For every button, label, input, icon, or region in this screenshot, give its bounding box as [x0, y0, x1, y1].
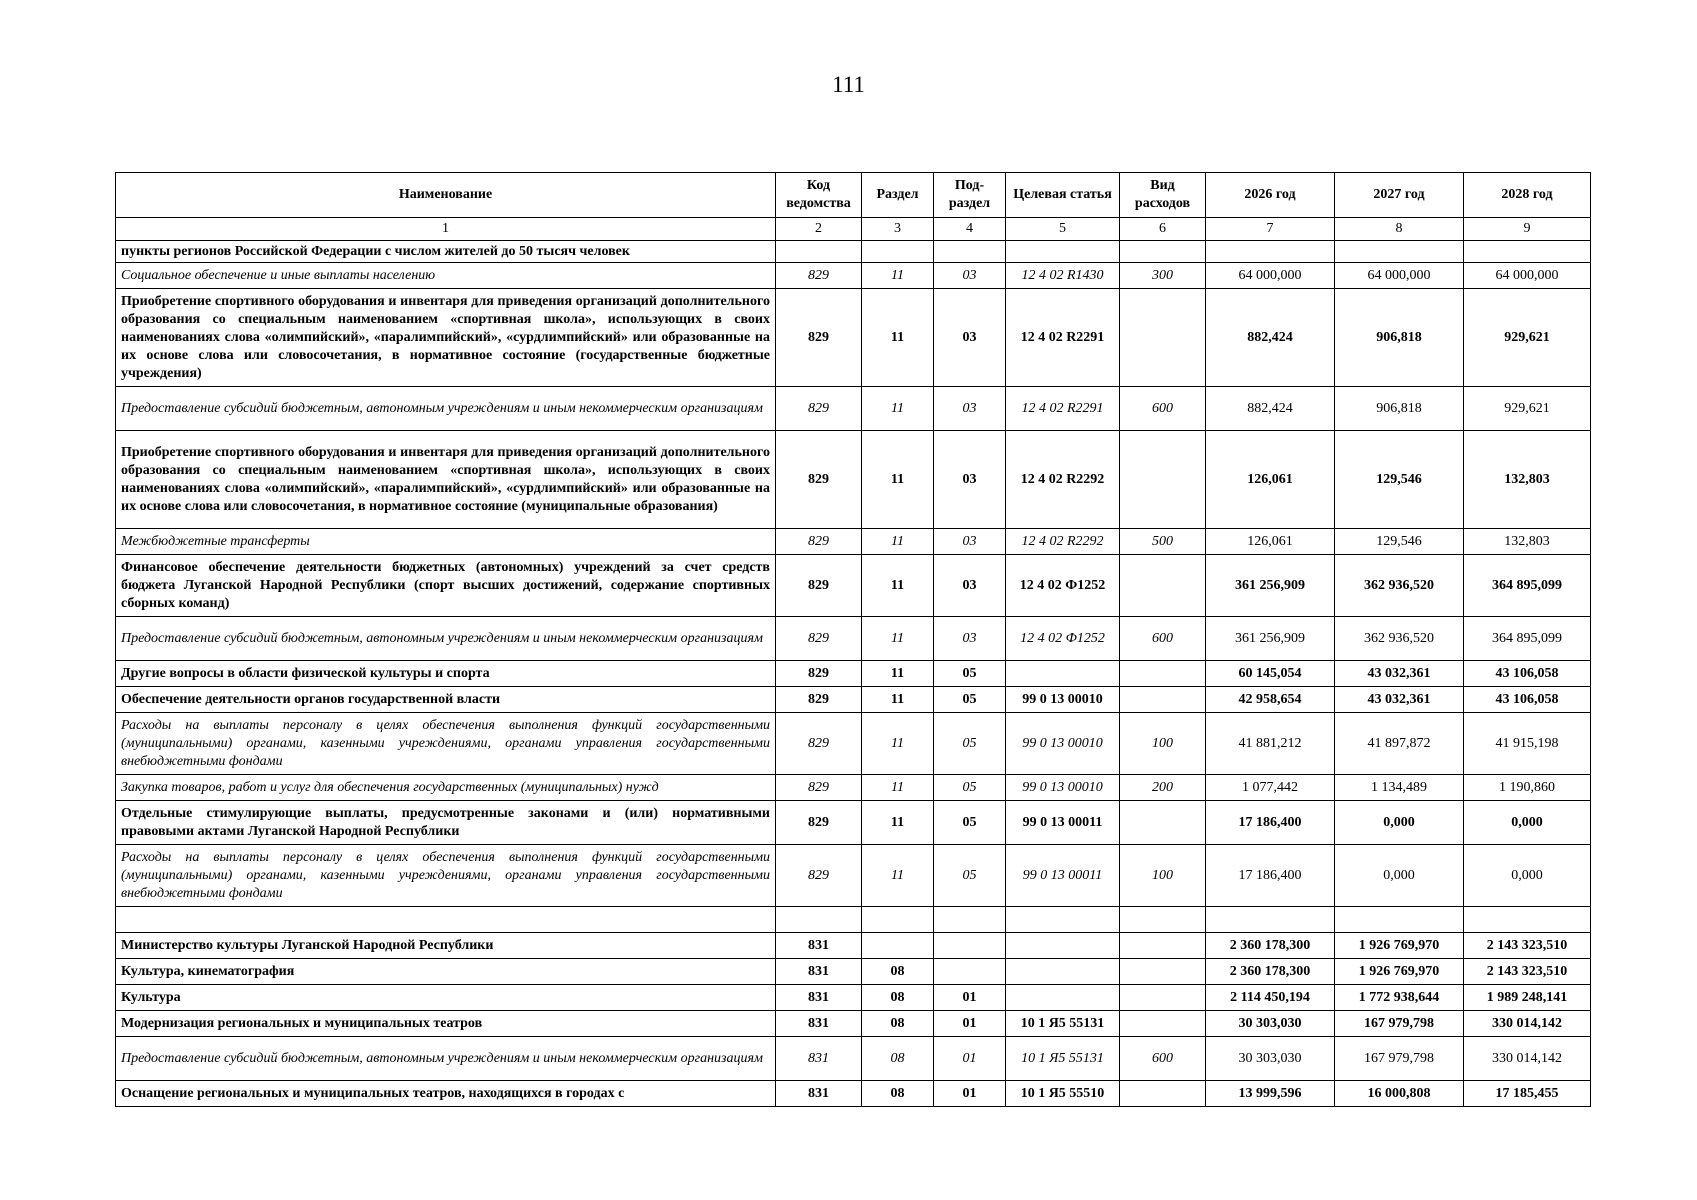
header-name: Наименование: [116, 173, 776, 218]
table-body: [116, 241, 1591, 1107]
row-razdel: 11: [862, 775, 934, 801]
row-vid: 500: [1120, 529, 1206, 555]
row-razdel: 08: [862, 1081, 934, 1107]
header-code: Код ведомства: [776, 173, 862, 218]
row-vid: [1120, 959, 1206, 985]
row-value-2026: 2 360 178,300: [1206, 959, 1335, 985]
column-index-row: [116, 218, 1591, 241]
row-razdel: 08: [862, 985, 934, 1011]
header-podrazdel: Под-раздел: [934, 173, 1006, 218]
table-row: [116, 907, 1591, 933]
row-value-2028: [1464, 907, 1591, 933]
row-code: 829: [776, 713, 862, 775]
row-value-2026: 17 186,400: [1206, 845, 1335, 907]
row-value-2027: 64 000,000: [1335, 263, 1464, 289]
row-vid: 600: [1120, 387, 1206, 431]
row-code: 831: [776, 1037, 862, 1081]
table-row: [116, 687, 1591, 713]
row-vid: [1120, 241, 1206, 263]
row-podrazdel: 03: [934, 431, 1006, 529]
row-value-2026: 64 000,000: [1206, 263, 1335, 289]
row-statya: 12 4 02 R2291: [1006, 289, 1120, 387]
header-2027: 2027 год: [1335, 173, 1464, 218]
row-podrazdel: 03: [934, 289, 1006, 387]
row-statya: 12 4 02 R2292: [1006, 431, 1120, 529]
row-podrazdel: [934, 959, 1006, 985]
row-value-2026: 60 145,054: [1206, 661, 1335, 687]
row-code: 829: [776, 263, 862, 289]
row-code: 829: [776, 289, 862, 387]
budget-table: [115, 172, 1591, 1107]
row-razdel: 11: [862, 801, 934, 845]
row-value-2027: 906,818: [1335, 289, 1464, 387]
row-value-2027: 167 979,798: [1335, 1011, 1464, 1037]
row-value-2027: 129,546: [1335, 529, 1464, 555]
column-index: 6: [1120, 218, 1206, 241]
table-row: [116, 713, 1591, 775]
row-podrazdel: 01: [934, 1011, 1006, 1037]
row-podrazdel: 03: [934, 555, 1006, 617]
table-row: [116, 661, 1591, 687]
page-number: 111: [832, 72, 865, 97]
row-name: Оснащение региональных и муниципальных театров, находящихся в городах с: [116, 1081, 776, 1107]
row-vid: [1120, 907, 1206, 933]
column-index: 8: [1335, 218, 1464, 241]
row-value-2026: 30 303,030: [1206, 1011, 1335, 1037]
row-name: Модернизация региональных и муниципальных театров: [116, 1011, 776, 1037]
row-value-2028: 17 185,455: [1464, 1081, 1591, 1107]
row-name: Предоставление субсидий бюджетным, автономным учреждениям и иным некоммерческим организациям: [116, 617, 776, 661]
column-index: 9: [1464, 218, 1591, 241]
row-vid: [1120, 933, 1206, 959]
row-name: пункты регионов Российской Федерации с числом жителей до 50 тысяч человек: [116, 241, 776, 263]
header-2028: 2028 год: [1464, 173, 1591, 218]
row-value-2026: [1206, 241, 1335, 263]
row-value-2028: 929,621: [1464, 289, 1591, 387]
row-statya: 12 4 02 R1430: [1006, 263, 1120, 289]
row-podrazdel: 01: [934, 1037, 1006, 1081]
row-value-2026: 42 958,654: [1206, 687, 1335, 713]
row-razdel: 11: [862, 687, 934, 713]
table-row: [116, 387, 1591, 431]
row-value-2026: 41 881,212: [1206, 713, 1335, 775]
row-value-2028: 2 143 323,510: [1464, 933, 1591, 959]
row-value-2027: 16 000,808: [1335, 1081, 1464, 1107]
column-index: 7: [1206, 218, 1335, 241]
row-value-2028: [1464, 241, 1591, 263]
row-razdel: 11: [862, 617, 934, 661]
row-name: Финансовое обеспечение деятельности бюджетных (автономных) учреждений за счет средств бюджета Луганской Народной Республики (спорт высших достижений, содержание спортивных сборных команд): [116, 555, 776, 617]
row-statya: 12 4 02 Ф1252: [1006, 555, 1120, 617]
row-value-2027: 129,546: [1335, 431, 1464, 529]
row-value-2027: 167 979,798: [1335, 1037, 1464, 1081]
row-value-2028: 929,621: [1464, 387, 1591, 431]
row-value-2026: 2 360 178,300: [1206, 933, 1335, 959]
row-name: Расходы на выплаты персоналу в целях обеспечения выполнения функций государственными (муниципальными) органами, казенными учреждениями, органами управления государственными внебюджетными фондами: [116, 713, 776, 775]
row-name: Обеспечение деятельности органов государственной власти: [116, 687, 776, 713]
row-name: Приобретение спортивного оборудования и инвентаря для приведения организаций дополнительного образования со специальным наименованием «спортивная школа», использующих в своих наименованиях слова «олимпийский», «паралимпийский», «сурдлимпийский» или образованные на их основе слова или словосочетания, в нормативное состояние (муниципальные образования): [116, 431, 776, 529]
row-name: Культура, кинематография: [116, 959, 776, 985]
table-row: [116, 1081, 1591, 1107]
table-row: [116, 289, 1591, 387]
row-value-2028: 41 915,198: [1464, 713, 1591, 775]
row-name: Другие вопросы в области физической культуры и спорта: [116, 661, 776, 687]
row-podrazdel: 03: [934, 263, 1006, 289]
row-name: Социальное обеспечение и иные выплаты населению: [116, 263, 776, 289]
row-value-2027: [1335, 907, 1464, 933]
row-statya: 10 1 Я5 55131: [1006, 1011, 1120, 1037]
row-statya: 99 0 13 00010: [1006, 713, 1120, 775]
row-value-2026: 1 077,442: [1206, 775, 1335, 801]
row-razdel: 08: [862, 1037, 934, 1081]
row-code: 829: [776, 431, 862, 529]
row-value-2028: 364 895,099: [1464, 617, 1591, 661]
header-vid: Вид расходов: [1120, 173, 1206, 218]
table-row: [116, 801, 1591, 845]
row-statya: [1006, 933, 1120, 959]
table-row: [116, 529, 1591, 555]
header-statya: Целевая статья: [1006, 173, 1120, 218]
row-podrazdel: 05: [934, 661, 1006, 687]
row-value-2027: 41 897,872: [1335, 713, 1464, 775]
row-name: Предоставление субсидий бюджетным, автономным учреждениям и иным некоммерческим организациям: [116, 1037, 776, 1081]
row-value-2028: 1 190,860: [1464, 775, 1591, 801]
table-row: [116, 959, 1591, 985]
row-vid: 600: [1120, 1037, 1206, 1081]
row-value-2027: 0,000: [1335, 801, 1464, 845]
header-row: [116, 173, 1591, 218]
row-value-2028: 330 014,142: [1464, 1011, 1591, 1037]
row-podrazdel: 05: [934, 845, 1006, 907]
row-podrazdel: [934, 907, 1006, 933]
row-value-2026: 30 303,030: [1206, 1037, 1335, 1081]
row-value-2027: 0,000: [1335, 845, 1464, 907]
row-vid: [1120, 687, 1206, 713]
row-podrazdel: 03: [934, 529, 1006, 555]
row-razdel: 11: [862, 387, 934, 431]
row-value-2026: 126,061: [1206, 529, 1335, 555]
row-value-2027: 362 936,520: [1335, 555, 1464, 617]
row-razdel: 08: [862, 959, 934, 985]
row-podrazdel: [934, 241, 1006, 263]
row-statya: 10 1 Я5 55510: [1006, 1081, 1120, 1107]
row-value-2027: 906,818: [1335, 387, 1464, 431]
row-vid: [1120, 801, 1206, 845]
row-vid: 300: [1120, 263, 1206, 289]
row-vid: [1120, 555, 1206, 617]
row-vid: [1120, 661, 1206, 687]
row-razdel: [862, 241, 934, 263]
row-vid: [1120, 1081, 1206, 1107]
row-statya: [1006, 985, 1120, 1011]
row-statya: 12 4 02 R2292: [1006, 529, 1120, 555]
row-value-2026: 13 999,596: [1206, 1081, 1335, 1107]
table-row: [116, 241, 1591, 263]
row-vid: [1120, 431, 1206, 529]
row-name: Предоставление субсидий бюджетным, автономным учреждениям и иным некоммерческим организациям: [116, 387, 776, 431]
row-value-2028: 43 106,058: [1464, 661, 1591, 687]
row-value-2026: 882,424: [1206, 289, 1335, 387]
row-name: Министерство культуры Луганской Народной Республики: [116, 933, 776, 959]
row-statya: 12 4 02 Ф1252: [1006, 617, 1120, 661]
table-row: [116, 431, 1591, 529]
row-value-2027: 362 936,520: [1335, 617, 1464, 661]
column-index: 5: [1006, 218, 1120, 241]
row-value-2028: 132,803: [1464, 431, 1591, 529]
header-razdel: Раздел: [862, 173, 934, 218]
row-razdel: 11: [862, 263, 934, 289]
row-value-2026: 361 256,909: [1206, 617, 1335, 661]
row-razdel: [862, 933, 934, 959]
table-row: [116, 1011, 1591, 1037]
row-razdel: 11: [862, 555, 934, 617]
row-value-2026: 17 186,400: [1206, 801, 1335, 845]
row-value-2026: 126,061: [1206, 431, 1335, 529]
row-code: 829: [776, 775, 862, 801]
row-vid: 600: [1120, 617, 1206, 661]
row-value-2026: 882,424: [1206, 387, 1335, 431]
row-code: 831: [776, 1081, 862, 1107]
table-row: [116, 555, 1591, 617]
row-value-2026: [1206, 907, 1335, 933]
table-row: [116, 617, 1591, 661]
row-name: Расходы на выплаты персоналу в целях обеспечения выполнения функций государственными (муниципальными) органами, казенными учреждениями, органами управления государственными внебюджетными фондами: [116, 845, 776, 907]
row-podrazdel: 01: [934, 1081, 1006, 1107]
row-value-2028: 132,803: [1464, 529, 1591, 555]
row-statya: 99 0 13 00010: [1006, 775, 1120, 801]
row-statya: [1006, 661, 1120, 687]
row-code: 829: [776, 529, 862, 555]
row-value-2027: 1 772 938,644: [1335, 985, 1464, 1011]
table-row: [116, 263, 1591, 289]
row-statya: [1006, 241, 1120, 263]
row-razdel: 11: [862, 661, 934, 687]
row-value-2027: [1335, 241, 1464, 263]
row-vid: 100: [1120, 845, 1206, 907]
row-value-2028: 0,000: [1464, 801, 1591, 845]
row-statya: 12 4 02 R2291: [1006, 387, 1120, 431]
row-statya: 99 0 13 00011: [1006, 801, 1120, 845]
row-name: [116, 907, 776, 933]
row-code: [776, 907, 862, 933]
column-index: 1: [116, 218, 776, 241]
row-podrazdel: 05: [934, 687, 1006, 713]
row-podrazdel: 05: [934, 801, 1006, 845]
row-value-2028: 364 895,099: [1464, 555, 1591, 617]
row-vid: [1120, 289, 1206, 387]
row-value-2028: 330 014,142: [1464, 1037, 1591, 1081]
table-row: [116, 845, 1591, 907]
row-name: Межбюджетные трансферты: [116, 529, 776, 555]
row-razdel: 11: [862, 289, 934, 387]
row-podrazdel: 03: [934, 387, 1006, 431]
row-value-2026: 361 256,909: [1206, 555, 1335, 617]
row-code: 831: [776, 959, 862, 985]
row-code: 829: [776, 687, 862, 713]
row-value-2028: 43 106,058: [1464, 687, 1591, 713]
column-index: 4: [934, 218, 1006, 241]
row-podrazdel: 05: [934, 713, 1006, 775]
row-value-2027: 1 926 769,970: [1335, 933, 1464, 959]
row-podrazdel: 03: [934, 617, 1006, 661]
row-value-2028: 2 143 323,510: [1464, 959, 1591, 985]
row-razdel: 08: [862, 1011, 934, 1037]
row-podrazdel: 01: [934, 985, 1006, 1011]
row-code: 829: [776, 661, 862, 687]
row-code: 831: [776, 1011, 862, 1037]
row-vid: 200: [1120, 775, 1206, 801]
row-razdel: 11: [862, 529, 934, 555]
row-code: 829: [776, 801, 862, 845]
table-row: [116, 933, 1591, 959]
row-name: Закупка товаров, работ и услуг для обеспечения государственных (муниципальных) нужд: [116, 775, 776, 801]
row-name: Культура: [116, 985, 776, 1011]
table-row: [116, 985, 1591, 1011]
row-razdel: 11: [862, 845, 934, 907]
row-razdel: 11: [862, 431, 934, 529]
row-code: 829: [776, 845, 862, 907]
row-statya: 99 0 13 00010: [1006, 687, 1120, 713]
row-value-2027: 43 032,361: [1335, 661, 1464, 687]
row-value-2027: 43 032,361: [1335, 687, 1464, 713]
row-code: 831: [776, 985, 862, 1011]
row-statya: 99 0 13 00011: [1006, 845, 1120, 907]
row-razdel: 11: [862, 713, 934, 775]
row-code: [776, 241, 862, 263]
row-statya: [1006, 907, 1120, 933]
row-code: 829: [776, 387, 862, 431]
row-vid: [1120, 985, 1206, 1011]
row-value-2028: 1 989 248,141: [1464, 985, 1591, 1011]
row-statya: 10 1 Я5 55131: [1006, 1037, 1120, 1081]
row-name: Отдельные стимулирующие выплаты, предусмотренные законами и (или) нормативными правовыми актами Луганской Народной Республики: [116, 801, 776, 845]
row-value-2027: 1 926 769,970: [1335, 959, 1464, 985]
row-code: 829: [776, 555, 862, 617]
row-value-2027: 1 134,489: [1335, 775, 1464, 801]
row-podrazdel: 05: [934, 775, 1006, 801]
row-code: 831: [776, 933, 862, 959]
table-row: [116, 775, 1591, 801]
table-row: [116, 1037, 1591, 1081]
row-vid: [1120, 1011, 1206, 1037]
column-index: 3: [862, 218, 934, 241]
row-vid: 100: [1120, 713, 1206, 775]
row-statya: [1006, 959, 1120, 985]
row-name: Приобретение спортивного оборудования и инвентаря для приведения организаций дополнительного образования со специальным наименованием «спортивная школа», использующих в своих наименованиях слова «олимпийский», «паралимпийский», «сурдлимпийский» или образованные на их основе слова или словосочетания, в нормативное состояние (государственные бюджетные учреждения): [116, 289, 776, 387]
row-code: 829: [776, 617, 862, 661]
row-podrazdel: [934, 933, 1006, 959]
column-index: 2: [776, 218, 862, 241]
row-value-2028: 0,000: [1464, 845, 1591, 907]
row-razdel: [862, 907, 934, 933]
header-2026: 2026 год: [1206, 173, 1335, 218]
row-value-2028: 64 000,000: [1464, 263, 1591, 289]
row-value-2026: 2 114 450,194: [1206, 985, 1335, 1011]
